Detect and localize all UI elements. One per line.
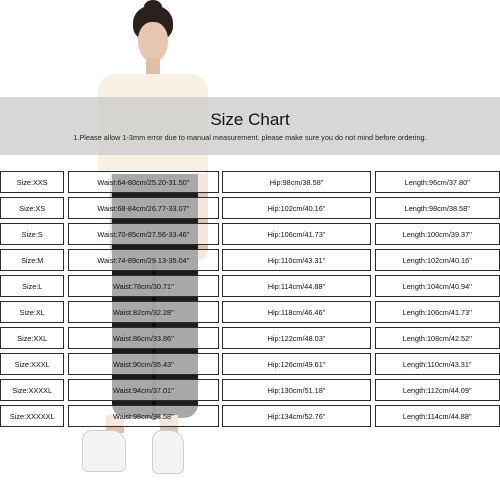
size-row [0, 171, 500, 193]
size-cell: Size:XXXL [0, 353, 64, 375]
hip-cell: Hip:106cm/41.73'' [222, 223, 370, 245]
model-left-shoe [82, 430, 126, 472]
model-face [138, 22, 168, 62]
length-cell: Length:98cm/38.58'' [375, 197, 500, 219]
size-chart-title: Size Chart [210, 110, 290, 129]
size-row [0, 405, 500, 427]
hip-cell: Hip:134cm/52.76'' [222, 405, 370, 427]
hip-cell: Hip:110cm/43.31'' [222, 249, 370, 271]
size-cell: Size:XXXXL [0, 379, 64, 401]
size-row [0, 353, 500, 375]
model-hair-bun [144, 0, 162, 14]
waist-cell: Waist:86cm/33.86'' [68, 327, 218, 349]
size-cell: Size:L [0, 275, 64, 297]
size-cell: Size:XXXXXL [0, 405, 64, 427]
size-cell: Size:XL [0, 301, 64, 323]
size-row [0, 223, 500, 245]
size-row [0, 327, 500, 349]
size-cell: Size:XS [0, 197, 64, 219]
length-cell: Length:112cm/44.09'' [375, 379, 500, 401]
waist-cell: Waist:98cm/38.58'' [68, 405, 218, 427]
length-cell: Length:110cm/43.31'' [375, 353, 500, 375]
length-cell: Length:106cm/41.73'' [375, 301, 500, 323]
model-right-shoe [152, 430, 184, 474]
size-cell: Size:XXL [0, 327, 64, 349]
size-row [0, 275, 500, 297]
waist-cell: Waist:64-80cm/25.20-31.50'' [68, 171, 218, 193]
length-cell: Length:102cm/40.16'' [375, 249, 500, 271]
waist-cell: Waist:82cm/32.28'' [68, 301, 218, 323]
size-cell: Size:XXS [0, 171, 64, 193]
waist-cell: Waist:94cm/37.01'' [68, 379, 218, 401]
size-table [0, 167, 500, 431]
waist-cell: Waist:70-85cm/27.56-33.46'' [68, 223, 218, 245]
hip-cell: Hip:98cm/38.58'' [222, 171, 370, 193]
waist-cell: Waist:78cm/30.71'' [68, 275, 218, 297]
size-row [0, 249, 500, 271]
length-cell: Length:96cm/37.80'' [375, 171, 500, 193]
measurement-note: 1.Please allow 1-3mm error due to manual measurement. please make sure you do not mind before ordering. [73, 133, 427, 142]
size-row [0, 301, 500, 323]
hip-cell: Hip:114cm/44.88'' [222, 275, 370, 297]
waist-cell: Waist:68-84cm/26.77-33.07'' [68, 197, 218, 219]
length-cell: Length:114cm/44.88'' [375, 405, 500, 427]
size-row [0, 197, 500, 219]
waist-cell: Waist:90cm/35.43'' [68, 353, 218, 375]
size-row [0, 379, 500, 401]
hip-cell: Hip:102cm/40.16'' [222, 197, 370, 219]
hip-cell: Hip:122cm/48.03'' [222, 327, 370, 349]
hip-cell: Hip:118cm/46.46'' [222, 301, 370, 323]
length-cell: Length:108cm/42.52'' [375, 327, 500, 349]
length-cell: Length:100cm/39.37'' [375, 223, 500, 245]
length-cell: Length:104cm/40.94'' [375, 275, 500, 297]
size-cell: Size:M [0, 249, 64, 271]
waist-cell: Waist:74-89cm/29.13-35.04'' [68, 249, 218, 271]
size-cell: Size:S [0, 223, 64, 245]
hip-cell: Hip:126cm/49.61'' [222, 353, 370, 375]
hip-cell: Hip:130cm/51.18'' [222, 379, 370, 401]
